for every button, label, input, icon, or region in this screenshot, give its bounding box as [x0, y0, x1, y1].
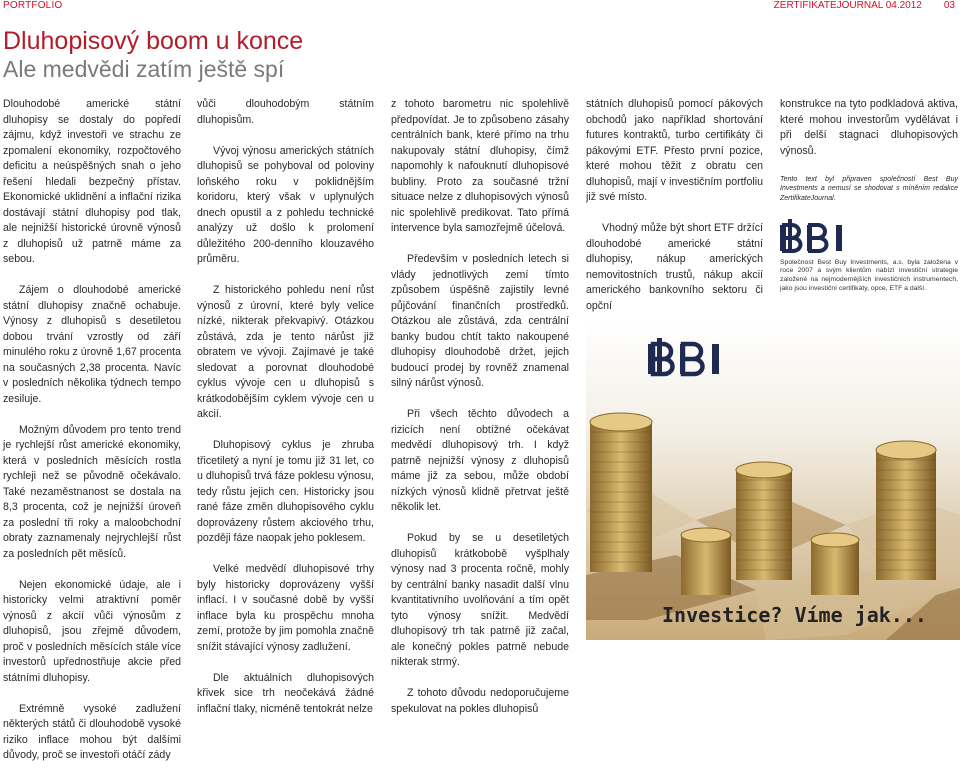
photo-caption: Investice? Víme jak...	[662, 603, 927, 627]
column-3	[391, 97, 569, 733]
paragraph: Nejen ekonomické údaje, ale i historicky velmi atraktivní poměr výnosů z akcií vůči výnosům z dluhopisů, jsou zřejmě důvodem, proč v posledních měsících stále více investorů upřednostňuje akcie před státními dluhopisy.	[3, 578, 181, 684]
paragraph: Při všech těchto důvodech a rizicích není obtížné očekávat medvědí dluhopisový trh. I když patrně nejnižší výnosy z dluhopisů máme již za sebou, může období nízkých výnosů klidně přetrvat ještě několik let.	[391, 408, 569, 513]
paragraph: z tohoto barometru nic spolehlivě předpovídat. Je to způsobeno zásahy centrálních bank, které přímo na trhu nakupovaly státní dluhopisy, čímž napomohly k nafouknutí dluhopisové bubliny. Proto za současné tržní situace nelze z dluhopisových výnosů nic spolehlivě predikovat. Tato přímá intervence byla samozřejmě účelová.	[391, 98, 569, 234]
article-subtitle: Ale medvědi zatím ještě spí	[3, 56, 285, 82]
paragraph: Dle aktuálních dluhopisových křivek sice trh neočekává žádné inflační tlaky, nicméně tentokrát nelze	[197, 671, 374, 715]
paragraph: státních dluhopisů pomocí pákových obchodů jako například shortování futures kontraktů, turbo certifikáty či pákovými ETF. Přesto první pozice, které mohou těžit z obratu cen dluhopisů, mají v investičním portfoliu již své místo.	[586, 98, 763, 203]
paragraph: Dluhopisový cyklus je zhruba třicetiletý a nyní je tomu již 31 let, co u dluhopisů trvá fáze poklesu výnosu, tedy růstu jejich cen. Historicky jsou rané fáze změn dluhopisového cyklu doprovázeny růstem akciového trhu, později fáze naopak jeho poklesem.	[197, 439, 374, 544]
paragraph: konstrukce na tyto podkladová aktiva, které mohou investorům vydělávat i při delší stagnaci dluhopisových výnosů.	[780, 98, 958, 157]
company-description: Společnost Best Buy Investments, a.s. byla založena v roce 2007 a svým klientům nabízí investiční strategie založené na nejmodernějších investičních instrumentech, jako jsou investiční certifikáty, opce, ETF a další.	[780, 258, 958, 292]
paragraph: Pokud by se u desetiletých dluhopisů krátkobobě vyšplhaly výnosy nad 3 procenta ročně, mohly by centrální banky nasadit další vlnu kvantitativního uvolňování a tím opět tyto výnosy snížit. Medvědí dluhopisový trh tak patrně již začal, ale konečný pokles patrně nebude nikterak strmý.	[391, 532, 569, 668]
paragraph: Především v posledních letech si vlády jednotlivých zemí tímto způsobem úspěšně zajistily levné půjčování finančních prostředků. Otázkou ale zůstává, zda centrální banky budou chtít takto nakoupené dluhopisy dlouhodobě držet, jejich budoucí prodej by rovněž znamenal silný nárůst výnosů.	[391, 253, 569, 389]
paragraph: Z historického pohledu není růst výnosů z úrovní, které byly velice nízké, nikterak překvapivý. Otázkou zůstává, zda je tento nárůst již obratem ve vývoji. Zajímavé je také sledovat a porovnat dlouhodobé cyklus vývoje cen u dluhopisů s krátkodobějším cyklem vývoje cen u akcií.	[197, 284, 374, 420]
bbi-logo-icon	[780, 219, 890, 253]
coin-stack-right	[876, 441, 936, 580]
paragraph: Možným důvodem pro tento trend je rychlejší růst americké ekonomiky, která v posledních měsících rostla rychleji než se původně očekávalo. Také nezaměstnanost se dostala na 8,3 procenta, což je nejnižší úroveň za poslední tři roky a maloobchodní obraty zaznamenaly nejrychlejší růst za posledních pět měsíců.	[3, 423, 181, 560]
paragraph: Vývoj výnosu amerických státních dluhopisů se pohyboval od poloviny loňského roku v poklidnějším koridoru, který však v uplynulých dnech opustil a z pohledu technické analýzy už došlo k prolomení důležitého 200-denního klouzavého průměru.	[197, 144, 374, 265]
bbi-logo	[780, 219, 958, 253]
paragraph: Z tohoto důvodu nedoporučujeme spekulovat na pokles dluhopisů	[391, 687, 569, 715]
journal-name: ZERTIFIKATEJOURNAL 04.2012	[773, 0, 922, 11]
paragraph: Zájem o dlouhodobé americké státní dluhopisy značně ochabuje. Výnosy z dluhopisů s desetiletou dobou trvání vzrostly od září minulého roku z úrovně 1,67 procenta na současných 2,38 procenta. Navíc v posledních několika týdnech tempo zesiluje.	[3, 284, 181, 405]
paragraph: Dlouhodobé americké státní dluhopisy se dostaly do popředí zájmu, když investoři ve strachu ze zpomalení ekonomiky, rozpočtového deficitu a neúspěšných snah o jeho řešení hledali bezpečný přístav. Ekonomické uklidnění a inflační rizika dostávají státní dluhopisy pod tlak, ale nejnižší historické úrovně výnosů z dluhopisů už patrně máme za sebou.	[3, 98, 181, 265]
paragraph: Velké medvědí dluhopisové trhy byly historicky doprovázeny vyšší inflací. I v současné době by vyšší inflace byla ku prospěchu mnoha zemí, protože by jim pomohla značně snížit stávající výnosy zadlužení.	[197, 563, 374, 653]
column-1	[3, 97, 181, 779]
page-number: 03	[943, 0, 955, 11]
paragraph: Vhodný může být short ETF držící dlouhodobé americké státní dluhopisy, nákup amerických nemovitostních trustů, nákup akcií amerického bankovního sektoru či opční	[586, 222, 763, 312]
coins-photo	[586, 320, 960, 640]
column-2	[197, 97, 374, 733]
paragraph: vůči dlouhodobým státním dluhopisům.	[197, 98, 374, 126]
paragraph: Extrémně vysoké zadlužení některých států či dlouhodobě vysoké riziko inflace mohou být dalšími důvody, proč se investoři otáčí zády	[3, 702, 181, 761]
coin-stack-center	[736, 462, 792, 580]
page-header	[0, 0, 960, 14]
article-title: Dluhopisový boom u konce	[3, 27, 304, 55]
journal-info	[774, 0, 955, 11]
column-5	[780, 97, 958, 309]
coin-stack-left	[590, 413, 652, 572]
section-label: PORTFOLIO	[3, 0, 63, 11]
coin-stacks-image	[586, 320, 960, 640]
disclaimer-note: Tento text byl připraven společností Best Buy Investments a nemusí se shodovat s míněním redakce ZertifikateJournal.	[780, 175, 958, 202]
